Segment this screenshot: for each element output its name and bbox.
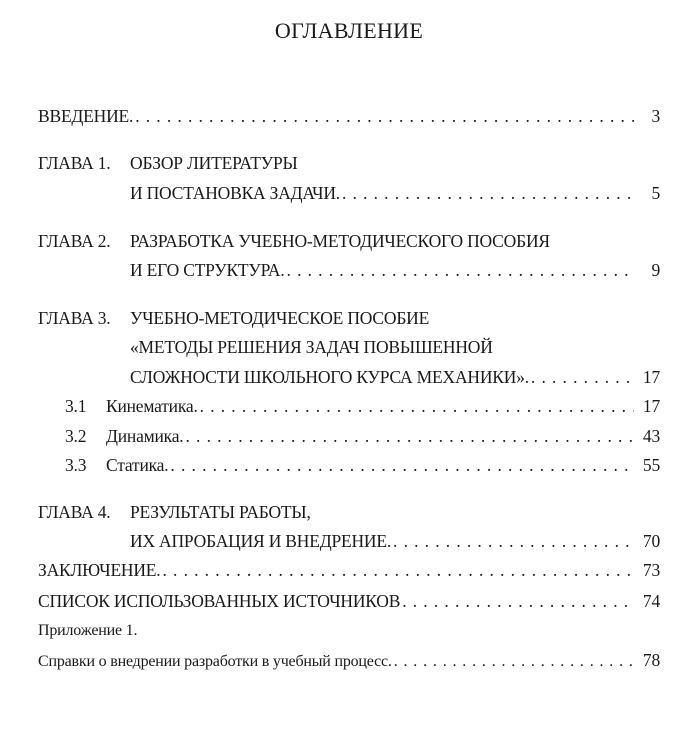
leader-dots <box>531 366 634 388</box>
leader-dots <box>185 425 634 447</box>
entry-label: СПИСОК ИСПОЛЬЗОВАННЫХ ИСТОЧНИКОВ <box>38 591 401 611</box>
leader-dots <box>402 590 634 612</box>
leader-dots <box>287 259 634 281</box>
chapter-number: ГЛАВА 4. <box>38 502 111 522</box>
entry-label: ИХ АПРОБАЦИЯ И ВНЕДРЕНИЕ. <box>130 531 392 551</box>
leader-dots <box>162 559 634 581</box>
entry-label: ОБЗОР ЛИТЕРАТУРЫ <box>130 153 298 173</box>
leader-dots <box>200 395 634 417</box>
page-number: 70 <box>642 531 660 551</box>
page-number: 3 <box>651 106 660 126</box>
toc-entry-ch4[interactable] <box>38 530 660 552</box>
entry-label: Статика. <box>106 455 169 475</box>
page-number: 5 <box>651 183 660 203</box>
toc-entry-ch4-heading[interactable] <box>38 501 660 523</box>
entry-label: РЕЗУЛЬТАТЫ РАБОТЫ, <box>130 502 311 522</box>
section-number: 3.3 <box>65 455 87 475</box>
page-number: 9 <box>651 260 660 280</box>
toc-entry-ch1[interactable] <box>38 182 660 204</box>
entry-label: Динамика. <box>106 426 184 446</box>
chapter-number: ГЛАВА 3. <box>38 308 111 328</box>
leader-dots <box>393 530 634 552</box>
toc-entry-sources[interactable] <box>38 590 660 612</box>
chapter-number: ГЛАВА 1. <box>38 153 111 173</box>
entry-label: Справки о внедрении разработки в учебный процесс. <box>38 653 392 670</box>
toc-entry-3-2[interactable] <box>65 425 660 447</box>
page-number: 55 <box>642 455 660 475</box>
chapter-number: ГЛАВА 2. <box>38 231 111 251</box>
toc-entry-intro[interactable] <box>38 105 660 127</box>
toc-entry-appendix-heading[interactable] <box>38 620 660 642</box>
toc-entry-ch1-heading[interactable] <box>38 152 660 174</box>
entry-label: И ЕГО СТРУКТУРА. <box>130 260 285 280</box>
entry-label: ВВЕДЕНИЕ. <box>38 106 134 126</box>
entry-label: СЛОЖНОСТИ ШКОЛЬНОГО КУРСА МЕХАНИКИ». <box>130 367 529 387</box>
entry-label: УЧЕБНО-МЕТОДИЧЕСКОЕ ПОСОБИЕ <box>130 308 430 328</box>
entry-label: Кинематика. <box>106 396 198 416</box>
page-title: ОГЛАВЛЕНИЕ <box>274 18 424 43</box>
entry-label: «МЕТОДЫ РЕШЕНИЯ ЗАДАЧ ПОВЫШЕННОЙ <box>130 337 493 357</box>
section-number: 3.1 <box>65 396 87 416</box>
page-number: 74 <box>642 591 660 611</box>
leader-dots <box>135 105 634 127</box>
toc-entry-3-3[interactable] <box>65 454 660 476</box>
entry-label: ЗАКЛЮЧЕНИЕ. <box>38 560 161 580</box>
page-number: 73 <box>642 560 660 580</box>
toc-entry-ch2[interactable] <box>38 259 660 281</box>
page-number: 17 <box>642 367 660 387</box>
toc-entry-ch3-line2 <box>38 336 660 358</box>
page-number: 78 <box>642 650 660 670</box>
leader-dots <box>342 182 634 204</box>
entry-label: РАЗРАБОТКА УЧЕБНО-МЕТОДИЧЕСКОГО ПОСОБИЯ <box>130 231 550 251</box>
leader-dots <box>394 651 634 673</box>
toc-entry-ch3[interactable] <box>38 366 660 388</box>
toc-entry-ch3-heading[interactable] <box>38 307 660 329</box>
entry-label: И ПОСТАНОВКА ЗАДАЧИ. <box>130 183 340 203</box>
toc-entry-3-1[interactable] <box>65 395 660 417</box>
page-number: 17 <box>642 396 660 416</box>
entry-label: Приложение 1. <box>38 622 138 639</box>
toc-entry-appendix[interactable] <box>38 649 660 673</box>
leader-dots <box>170 454 634 476</box>
toc-entry-ch2-heading[interactable] <box>38 230 660 252</box>
page-number: 43 <box>642 426 660 446</box>
section-number: 3.2 <box>65 426 87 446</box>
toc-entry-conclusion[interactable] <box>38 559 660 581</box>
